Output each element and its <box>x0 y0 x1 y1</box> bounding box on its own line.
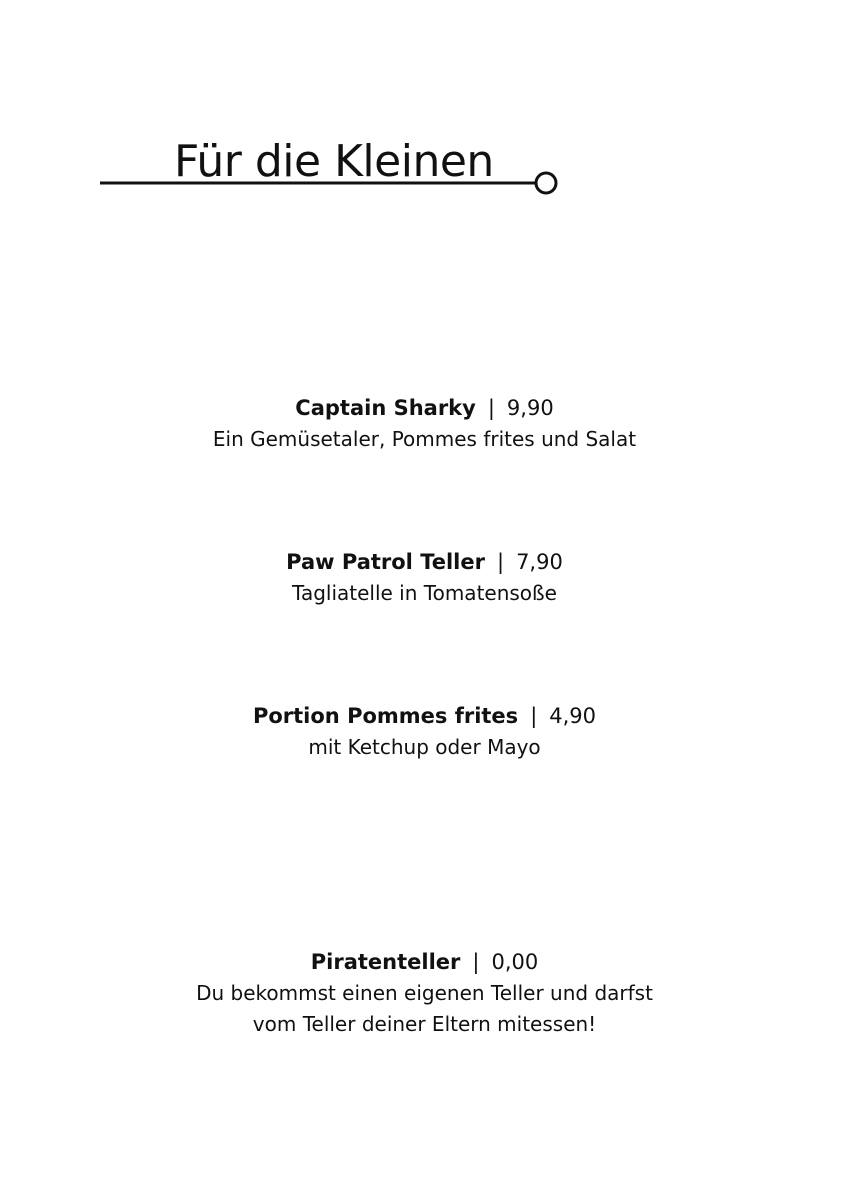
menu-item-piratenteller <box>0 947 849 1040</box>
menu-item-name: Piratenteller <box>310 950 461 974</box>
menu-item-price: 9,90 <box>506 396 554 420</box>
menu-item-name: Captain Sharky <box>295 396 476 420</box>
menu-item-description: mit Ketchup oder Mayo <box>308 735 541 759</box>
menu-item-name: Paw Patrol Teller <box>286 550 485 574</box>
menu-item-header <box>0 701 849 732</box>
menu-item-description: Tagliatelle in Tomatensoße <box>292 581 557 605</box>
price-separator: | <box>472 950 480 974</box>
menu-item-portion-pommes-frites <box>0 701 849 763</box>
title-underline-end-circle <box>536 173 556 193</box>
menu-item-header <box>0 947 849 978</box>
menu-item-price: 0,00 <box>491 950 539 974</box>
menu-item-header <box>0 393 849 424</box>
menu-item-description: Ein Gemüsetaler, Pommes frites und Salat <box>212 427 637 451</box>
menu-item-paw-patrol-teller <box>0 547 849 609</box>
menu-item-price: 7,90 <box>516 550 563 574</box>
menu-item-description-line-1: Du bekommst einen eigenen Teller und darfst <box>196 981 653 1005</box>
price-separator: | <box>530 704 538 728</box>
menu-item-header <box>0 547 849 578</box>
menu-item-price: 4,90 <box>549 704 597 728</box>
menu-item-name: Portion Pommes frites <box>252 704 519 728</box>
section-header <box>0 0 849 210</box>
menu-item-captain-sharky <box>0 393 849 455</box>
price-separator: | <box>496 550 505 574</box>
menu-item-description-line-2: vom Teller deiner Eltern mitessen! <box>252 1012 597 1036</box>
section-title: Für die Kleinen <box>174 136 494 187</box>
price-separator: | <box>487 396 495 420</box>
